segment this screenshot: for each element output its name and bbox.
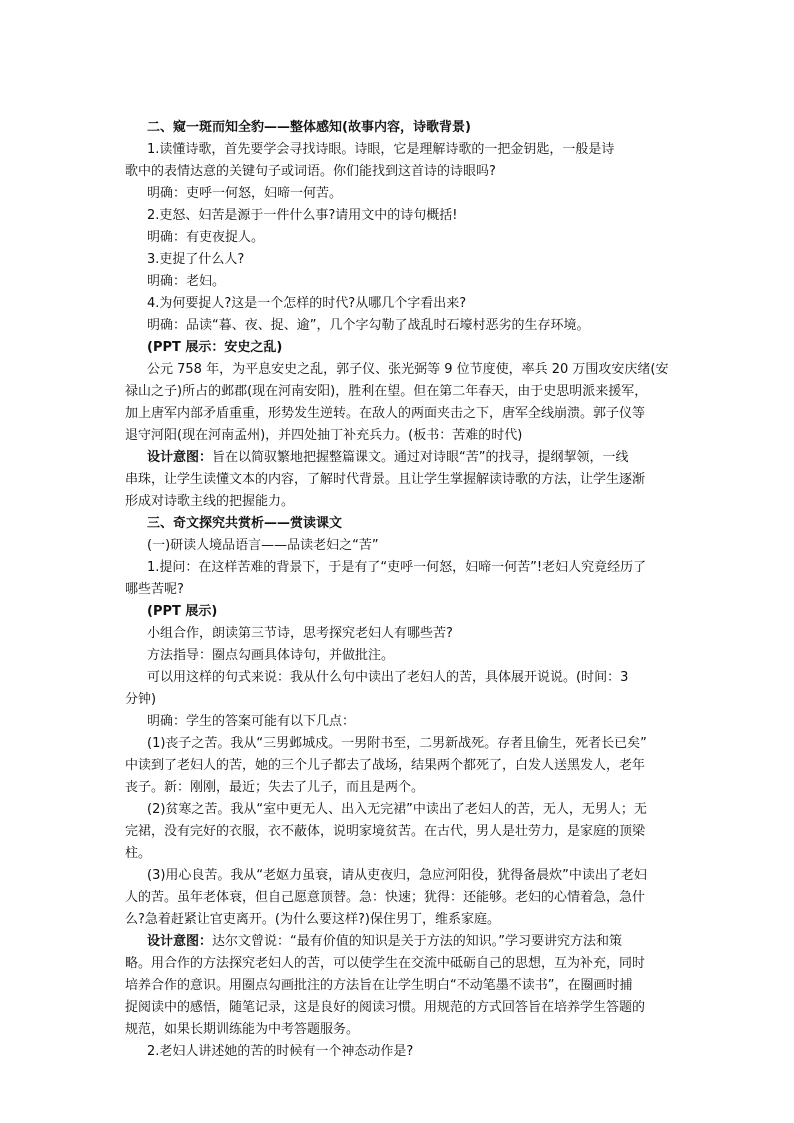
body-line — [125, 447, 673, 469]
body-line: (2)贫寒之苦。我从“室中更无人、出入无完裙”中读出了老妇人的苦，无人，无男人；无 — [147, 802, 647, 817]
body-line: 完裙，没有完好的衣服，衣不蔽体，说明家境贫苦。在古代，男人是壮劳力，是家庭的顶梁 — [125, 824, 646, 839]
body-line: 哪些苦呢? — [125, 582, 184, 597]
body-line: 明确：吏呼一何怒，妇啼一何苦。 — [147, 186, 343, 201]
body-line: 1.读懂诗歌，首先要学会寻找诗眼。诗眼，它是理解诗歌的一把金钥匙，一般是诗 — [147, 142, 615, 157]
body-line: 捉阅读中的感悟，随笔记录，这是良好的阅读习惯。用规范的方式回答旨在培养学生答题的 — [125, 1000, 646, 1015]
body-line: 略。用合作的方法探究老妇人的苦，可以使学生在交流中砥砺自己的思想，互为补充，同时 — [125, 956, 646, 971]
body-line: 加上唐军内部矛盾重重，形势发生逆转。在敌人的两面夹击之下，唐军全线崩溃。郭子仪等 — [125, 406, 646, 421]
section-heading: (PPT 展示：安史之乱) — [147, 340, 283, 355]
design-intent-text: 旨在以简驭繁地把握整篇课文。通过对诗眼“苦”的找寻，提纲挈领，一线 — [212, 450, 629, 465]
body-line: 中读到了老妇人的苦，她的三个儿子都去了战场，结果两个都死了，白发人送黑发人，老年 — [125, 758, 646, 773]
body-line: 公元 758 年，为平息安史之乱，郭子仪、张光弼等 9 位节度使，率兵 20 万围攻安庆绪(安 — [147, 362, 669, 377]
section-heading: (PPT 展示) — [147, 604, 218, 619]
section-heading: 二、窥一斑而知全豹——整体感知(故事内容，诗歌背景) — [147, 120, 471, 135]
body-line: 小组合作，朗读第三节诗，思考探究老妇人有哪些苦? — [147, 626, 453, 641]
body-line: 么?急着赶紧让官吏离开。(为什么要这样?)保住男丁，维系家庭。 — [125, 912, 500, 927]
section-heading: 三、奇文探究共赏析——赏读课文 — [147, 516, 343, 531]
design-intent-label: 设计意图： — [147, 934, 213, 949]
body-line: 歌中的表情达意的关键句子或词语。你们能找到这首诗的诗眼吗? — [125, 164, 496, 179]
body-line: 丧子。新：刚刚，最近；失去了儿子，而且是两个。 — [125, 780, 425, 795]
body-line: 1.提问：在这样苦难的背景下，于是有了“吏呼一何怒，妇啼一何苦”!老妇人究竟经历了 — [147, 560, 647, 575]
body-line: 明确：学生的答案可能有以下几点： — [147, 714, 356, 729]
body-line: 规范，如果长期训练能为中考答题服务。 — [125, 1022, 360, 1037]
body-line: 退守河阳(现在河南孟州)，并四处抽丁补充兵力。(板书：苦难的时代) — [125, 428, 523, 443]
body-line: (1)丧子之苦。我从“三男邺城戍。一男附书至，二男新战死。存者且偷生，死者长已矣” — [147, 736, 647, 751]
body-line: 4.为何要捉人?这是一个怎样的时代?从哪几个字看出来? — [147, 296, 467, 311]
body-line: 形成对诗歌主线的把握能力。 — [125, 494, 295, 509]
body-line: 明确：品读“暮、夜、捉、逾”，几个字勾勒了战乱时石壕村恶劣的生存环境。 — [147, 318, 590, 333]
body-line: 3.吏捉了什么人? — [147, 252, 245, 267]
document-body — [125, 117, 673, 1063]
body-line: 可以用这样的句式来说：我从什么句中读出了老妇人的苦，具体展开说说。(时间：3 — [147, 670, 629, 685]
body-line: 柱。 — [125, 846, 152, 861]
body-line: 方法指导：圈点勾画具体诗句，并做批注。 — [147, 648, 395, 663]
body-line — [125, 931, 673, 953]
body-line: 串珠，让学生读懂文本的内容，了解时代背景。且让学生掌握解读诗歌的方法，让学生逐渐 — [125, 472, 646, 487]
design-intent-text: 达尔文曾说：“最有价值的知识是关于方法的知识。”学习要讲究方法和策 — [212, 934, 622, 949]
body-line: 明确：老妇。 — [147, 274, 226, 289]
body-line: 分钟) — [125, 692, 157, 707]
body-line: 2.老妇人讲述她的苦的时候有一个神态动作是? — [147, 1044, 414, 1059]
body-line: 人的苦。虽年老体衰，但自己愿意顶替。急：快速；犹得：还能够。老妇的心情着急，急什 — [125, 890, 646, 905]
body-line: 明确：有吏夜捉人。 — [147, 230, 265, 245]
body-line: 培养合作的意识。用圈点勾画批注的方法旨在让学生明白“不动笔墨不读书”，在圈画时捕 — [125, 978, 633, 993]
body-line: 禄山之子)所占的邺郡(现在河南安阳)，胜利在望。但在第二年春天，由于史思明派来援军， — [125, 384, 648, 399]
design-intent-label: 设计意图： — [147, 450, 213, 465]
body-line: (3)用心良苦。我从“老妪力虽衰，请从吏夜归，急应河阳役，犹得备晨炊”中读出了老妇 — [147, 868, 647, 883]
body-line: 2.吏怒、妇苦是源于一件什么事?请用文中的诗句概括! — [147, 208, 458, 223]
body-line: (一)研读人境品语言——品读老妇之“苦” — [147, 538, 379, 553]
